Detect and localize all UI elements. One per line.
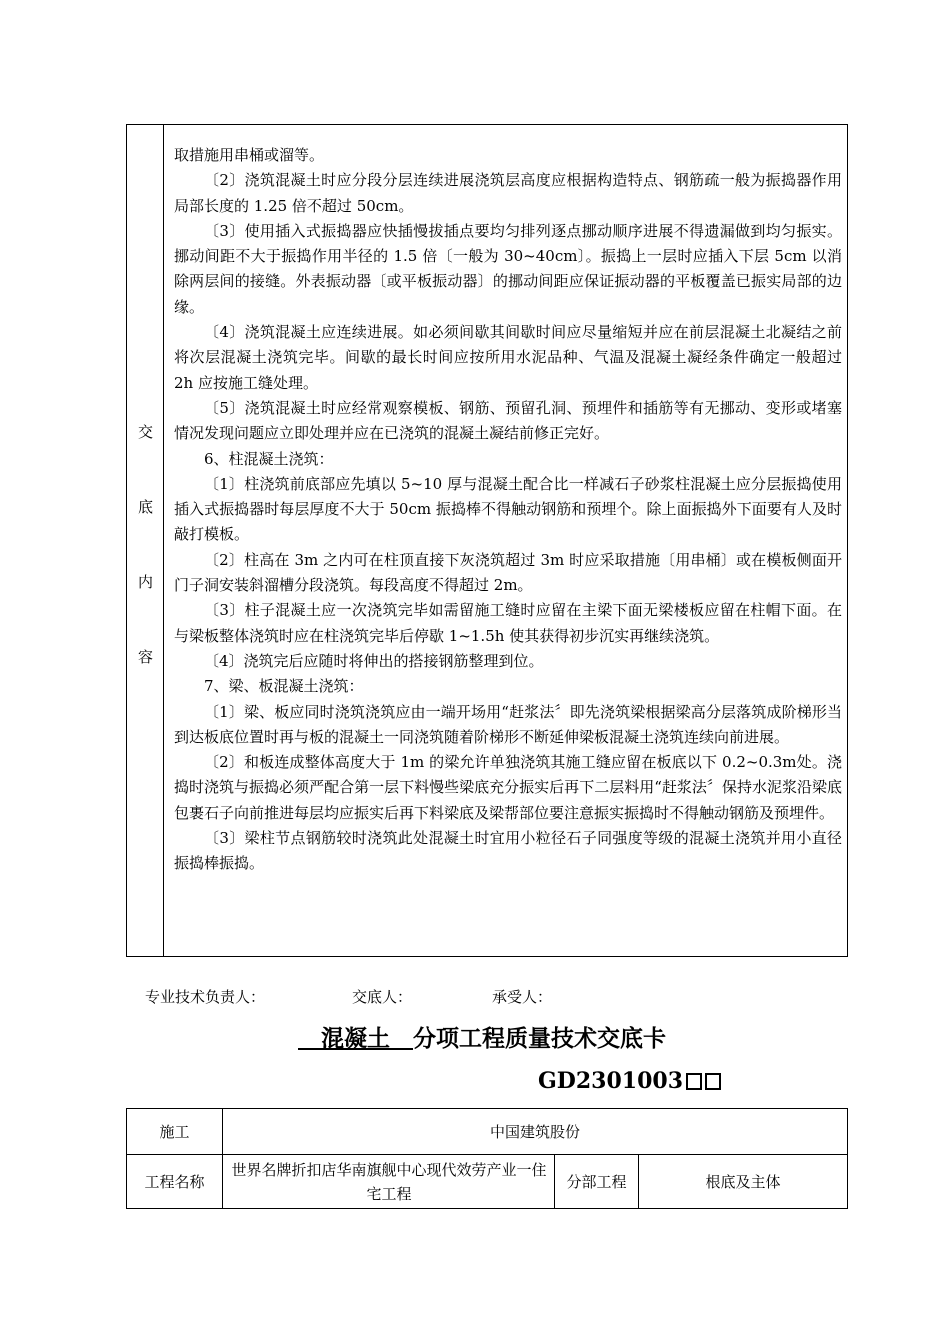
content-paragraph: 〔2〕浇筑混凝土时应分段分层连续进展浇筑层高度应根据构造特点、钢筋疏一般为振捣器作用局部长度的 1.25 倍不超过 50cm。 [174,171,842,215]
construction-value: 中国建筑股份 [489,1122,580,1141]
project-value: 世界名牌折扣店华南旗舰中心现代效劳产业一住宅工程 [231,1160,547,1203]
tech-lead-label: 专业技术负责人： [145,988,266,1006]
card-code [538,1068,721,1094]
side-label-char: 底 [137,498,153,516]
division-label: 分部工程 [566,1172,627,1191]
side-label-char: 容 [137,648,153,666]
info-table [126,1108,848,1209]
card-title-rest: 分项工程质量技术交底卡 [413,1025,666,1052]
disclosure-table [126,124,848,957]
content-paragraph: 〔4〕浇筑混凝土应连续进展。如必须间歇其间歇时间应尽量缩短并应在前层混凝土北凝结之前将次层混凝土浇筑完毕。间歇的最长时间应按所用水泥品种、气温及混凝土凝经条件确定一般超过 2h 应按施工缝处理。 [174,323,842,392]
disclosure-side-column [127,125,164,956]
card-title-underlined: 混凝土 [321,1025,390,1052]
side-label-char: 内 [137,573,153,591]
project-label: 工程名称 [144,1172,205,1191]
content-paragraph: 〔4〕浇筑完后应随时将伸出的搭接钢筋整理到位。 [204,651,544,670]
content-paragraph: 取措施用串桶或溜等。 [174,146,325,164]
content-paragraph: 〔3〕使用插入式振捣器应快插慢拔插点要均匀排列逐点挪动顺序进展不得遗漏做到均匀振实。挪动间距不大于振捣作用半径的 1.5 倍〔一般为 30~40cm〕。振捣上一层时应插入下层 5cm 以消除两层间的接缝。外表振动器〔或平板振动器〕的挪动间距应保证振动器的平板覆盖已振实局部的边缘。 [174,221,842,316]
card-title [298,1020,666,1053]
receiver-label: 承受人： [492,988,553,1006]
side-label-char: 交 [137,423,153,441]
construction-label: 施工 [159,1122,190,1141]
division-value: 根底及主体 [705,1172,781,1191]
content-paragraph: 〔5〕浇筑混凝土时应经常观察模板、钢筋、预留孔洞、预埋件和插筋等有无挪动、变形或堵塞情况发现问题应立即处理并应在已浇筑的混凝土凝结前修正完好。 [174,398,842,443]
content-paragraph: 〔3〕柱子混凝土应一次浇筑完毕如需留施工缝时应留在主梁下面无梁楼板应留在柱帽下面。在与梁板整体浇筑时应在柱浇筑完毕后停歇 1~1.5h 使其获得初步沉实再继续浇筑。 [174,601,842,645]
card-code-text: GD2301003 [538,1068,684,1094]
content-paragraph: 6、柱混凝土浇筑： [204,449,334,468]
checkbox-square-icon [705,1073,721,1090]
content-paragraph: 〔1〕柱浇筑前底部应先填以 5~10 厚与混凝土配合比一样减石子砂浆柱混凝土应分层振捣使用插入式振捣器时每层厚度不大于 50cm 振捣棒不得触动钢筋和预埋个。除上面振捣外下面要有人及时敲打模板。 [174,474,842,544]
content-paragraph: 〔2〕柱高在 3m 之内可在柱顶直接下灰浇筑超过 3m 时应采取措施〔用串桶〕或在模板侧面开门子洞安装斜溜槽分段浇筑。每段高度不得超过 2m。 [174,550,842,595]
content-paragraph: 〔2〕和板连成整体高度大于 1m 的梁允许单独浇筑其施工缝应留在板底以下 0.2~0.3m处。浇捣时浇筑与振捣必须严配合第一层下料慢些梁底充分振实后再下二层料用“赶浆法〞保持水泥浆沿梁底包裹石子向前推进每层均应振实后再下料梁底及梁帮部位要注意振实振捣时不得触动钢筋及预埋件。 [174,753,842,822]
checkbox-square-icon [686,1073,702,1090]
content-paragraph: 〔3〕梁柱节点钢筋较时浇筑此处混凝土时宜用小粒径石子同强度等级的混凝土浇筑并用小直径振捣棒振捣。 [174,829,842,873]
presenter-label: 交底人： [352,988,413,1006]
content-paragraph: 〔1〕梁、板应同时浇筑浇筑应由一端开场用“赶浆法〞即先浇筑梁根据梁高分层落筑成阶梯形当到达板底位置时再与板的混凝土一同浇筑随着阶梯形不断延伸梁板混凝土浇筑连续向前进展。 [174,702,842,746]
content-paragraph: 7、梁、板混凝土浇筑： [204,677,364,696]
disclosure-content [174,143,842,877]
